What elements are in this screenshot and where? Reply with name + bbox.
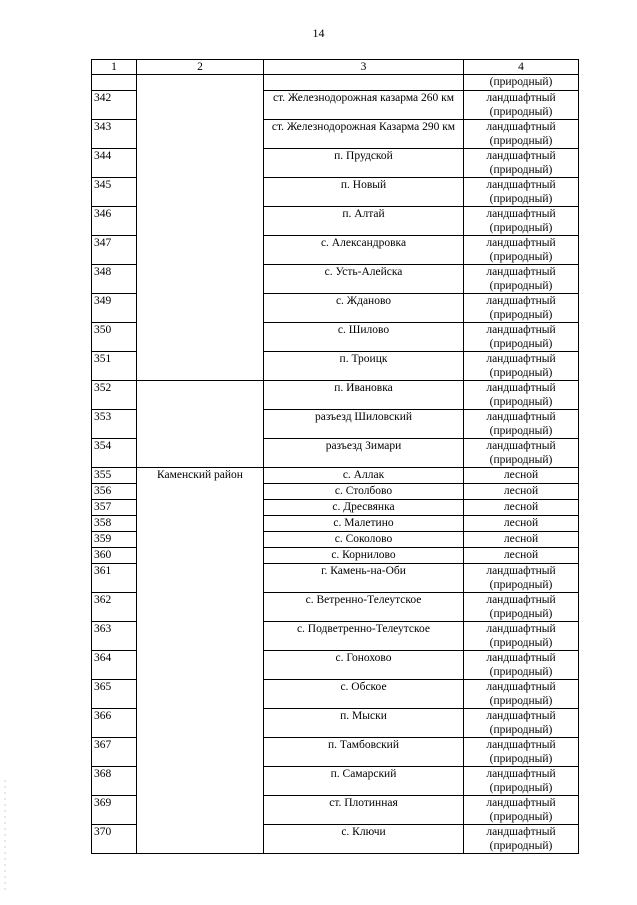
- row-number: 353: [92, 410, 137, 439]
- settlement-cell: с. Александровка: [264, 236, 464, 265]
- settlement-cell: п. Ивановка: [264, 381, 464, 410]
- row-number: 347: [92, 236, 137, 265]
- settlement-cell: п. Алтай: [264, 207, 464, 236]
- protection-type: ландшафтный (природный): [486, 710, 556, 736]
- protection-type: ландшафтный (природный): [486, 739, 556, 765]
- district-cell: [137, 75, 264, 381]
- row-number: 369: [92, 796, 137, 825]
- type-cell: [464, 593, 579, 622]
- protection-type: лесной: [503, 501, 539, 513]
- page-number: 14: [312, 26, 325, 40]
- protection-type: ландшафтный (природный): [486, 382, 556, 408]
- settlement-cell: с. Аллак: [264, 468, 464, 484]
- type-cell: [464, 738, 579, 767]
- settlement-cell: с. Ключи: [264, 825, 464, 854]
- settlement-cell: п. Тамбовский: [264, 738, 464, 767]
- column-header: 4: [464, 60, 579, 75]
- settlement-cell: с. Столбово: [264, 484, 464, 500]
- settlement-cell: с. Гонохово: [264, 651, 464, 680]
- row-number: 363: [92, 622, 137, 651]
- type-cell: [464, 796, 579, 825]
- settlement-cell: с. Малетино: [264, 516, 464, 532]
- settlement-cell: разъезд Зимари: [264, 439, 464, 468]
- settlement-cell: г. Камень-на-Оби: [264, 564, 464, 593]
- protection-type: ландшафтный (природный): [486, 768, 556, 794]
- protection-type: ландшафтный (природный): [486, 565, 556, 591]
- row-number: [92, 75, 137, 91]
- row-number: 359: [92, 532, 137, 548]
- scan-edge-mark: [2, 780, 8, 890]
- row-number: 360: [92, 548, 137, 564]
- settlement-cell: с. Шилово: [264, 323, 464, 352]
- settlement-cell: с. Соколово: [264, 532, 464, 548]
- settlement-cell: [264, 75, 464, 91]
- type-cell: [464, 75, 579, 91]
- type-cell: [464, 323, 579, 352]
- type-cell: [464, 680, 579, 709]
- protection-type: лесной: [503, 517, 539, 529]
- protection-type: ландшафтный (природный): [486, 797, 556, 823]
- type-cell: [464, 178, 579, 207]
- type-cell: [464, 548, 579, 564]
- type-cell: [464, 651, 579, 680]
- type-cell: [464, 825, 579, 854]
- protection-type: ландшафтный (природный): [486, 353, 556, 379]
- row-number: 344: [92, 149, 137, 178]
- row-number: 365: [92, 680, 137, 709]
- protection-type: ландшафтный (природный): [486, 208, 556, 234]
- column-header: 2: [137, 60, 264, 75]
- row-number: 364: [92, 651, 137, 680]
- type-cell: [464, 410, 579, 439]
- type-cell: [464, 91, 579, 120]
- row-number: 351: [92, 352, 137, 381]
- row-number: 368: [92, 767, 137, 796]
- protection-type: ландшафтный (природный): [486, 652, 556, 678]
- protection-type: лесной: [503, 469, 539, 481]
- row-number: 358: [92, 516, 137, 532]
- settlement-cell: с. Ветренно-Телеутское: [264, 593, 464, 622]
- settlement-cell: разъезд Шиловский: [264, 410, 464, 439]
- type-cell: [464, 767, 579, 796]
- type-cell: [464, 468, 579, 484]
- row-number: 350: [92, 323, 137, 352]
- row-number: 361: [92, 564, 137, 593]
- row-number: 343: [92, 120, 137, 149]
- settlement-cell: с. Усть-Алейска: [264, 265, 464, 294]
- protection-type: (природный): [489, 76, 553, 88]
- type-cell: [464, 294, 579, 323]
- protection-type: ландшафтный (природный): [486, 237, 556, 263]
- type-cell: [464, 207, 579, 236]
- type-cell: [464, 439, 579, 468]
- district-cell: [137, 381, 264, 468]
- protection-type: лесной: [503, 549, 539, 561]
- table-header-row: [92, 60, 579, 75]
- table-row: [92, 468, 579, 484]
- type-cell: [464, 622, 579, 651]
- settlement-cell: ст. Железнодорожная Казарма 290 км: [264, 120, 464, 149]
- settlement-cell: п. Троицк: [264, 352, 464, 381]
- row-number: 367: [92, 738, 137, 767]
- table-row: [92, 75, 579, 91]
- row-number: 370: [92, 825, 137, 854]
- protection-type: ландшафтный (природный): [486, 594, 556, 620]
- protection-type: ландшафтный (природный): [486, 826, 556, 852]
- row-number: 356: [92, 484, 137, 500]
- type-cell: [464, 149, 579, 178]
- protection-type: ландшафтный (природный): [486, 121, 556, 147]
- settlement-cell: с. Жданово: [264, 294, 464, 323]
- row-number: 354: [92, 439, 137, 468]
- protection-type: ландшафтный (природный): [486, 411, 556, 437]
- settlement-cell: п. Мыски: [264, 709, 464, 738]
- settlement-cell: с. Корнилово: [264, 548, 464, 564]
- settlement-cell: п. Новый: [264, 178, 464, 207]
- protection-type: ландшафтный (природный): [486, 179, 556, 205]
- settlement-cell: ст. Плотинная: [264, 796, 464, 825]
- row-number: 346: [92, 207, 137, 236]
- settlement-cell: п. Самарский: [264, 767, 464, 796]
- row-number: 348: [92, 265, 137, 294]
- row-number: 345: [92, 178, 137, 207]
- type-cell: [464, 120, 579, 149]
- row-number: 366: [92, 709, 137, 738]
- protection-type: ландшафтный (природный): [486, 150, 556, 176]
- settlements-table: [91, 59, 579, 854]
- protection-type: ландшафтный (природный): [486, 266, 556, 292]
- district-cell: Каменский район: [137, 468, 264, 854]
- type-cell: [464, 516, 579, 532]
- row-number: 355: [92, 468, 137, 484]
- row-number: 357: [92, 500, 137, 516]
- table-body: [92, 75, 579, 854]
- settlement-cell: с. Дресвянка: [264, 500, 464, 516]
- table-row: [92, 381, 579, 410]
- column-header: 1: [92, 60, 137, 75]
- type-cell: [464, 236, 579, 265]
- protection-type: ландшафтный (природный): [486, 92, 556, 118]
- row-number: 342: [92, 91, 137, 120]
- protection-type: ландшафтный (природный): [486, 440, 556, 466]
- type-cell: [464, 500, 579, 516]
- protection-type: ландшафтный (природный): [486, 295, 556, 321]
- settlement-cell: с. Обское: [264, 680, 464, 709]
- protection-type: ландшафтный (природный): [486, 623, 556, 649]
- type-cell: [464, 709, 579, 738]
- type-cell: [464, 265, 579, 294]
- protection-type: лесной: [503, 533, 539, 545]
- protection-type: лесной: [503, 485, 539, 497]
- settlement-cell: п. Прудской: [264, 149, 464, 178]
- settlement-cell: ст. Железнодорожная казарма 260 км: [264, 91, 464, 120]
- row-number: 362: [92, 593, 137, 622]
- column-header: 3: [264, 60, 464, 75]
- protection-type: ландшафтный (природный): [486, 681, 556, 707]
- row-number: 352: [92, 381, 137, 410]
- settlement-cell: с. Подветренно-Телеутское: [264, 622, 464, 651]
- type-cell: [464, 532, 579, 548]
- type-cell: [464, 484, 579, 500]
- row-number: 349: [92, 294, 137, 323]
- type-cell: [464, 381, 579, 410]
- type-cell: [464, 564, 579, 593]
- type-cell: [464, 352, 579, 381]
- protection-type: ландшафтный (природный): [486, 324, 556, 350]
